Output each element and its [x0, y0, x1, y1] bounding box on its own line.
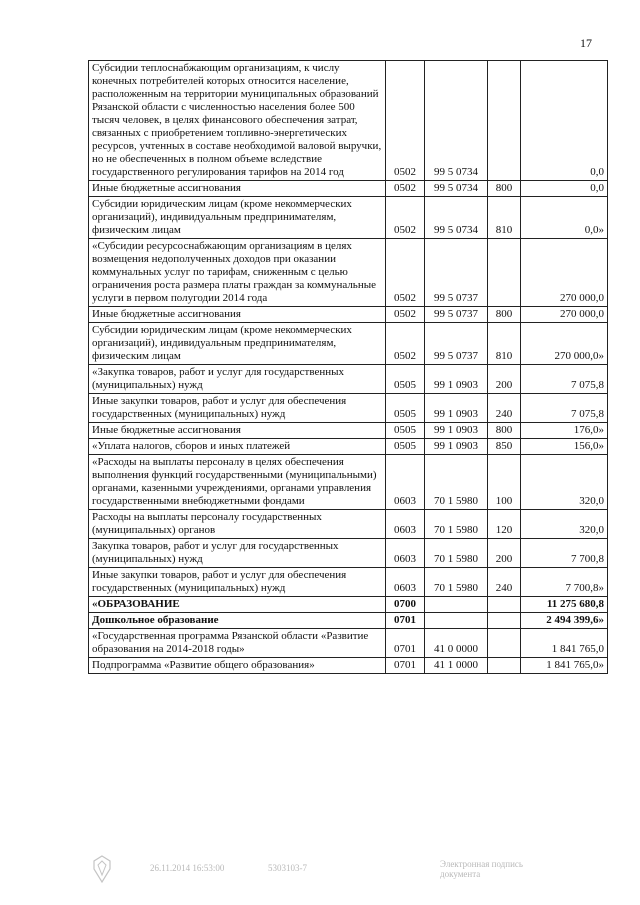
row-description: «Государственная программа Рязанской области «Развитие образования на 2014-2018 годы» [89, 629, 386, 658]
row-description: Дошкольное образование [89, 613, 386, 629]
row-expense-type: 850 [488, 439, 521, 455]
row-amount: 7 700,8 [521, 539, 608, 568]
row-amount: 0,0 [521, 181, 608, 197]
row-description: Иные бюджетные ассигнования [89, 181, 386, 197]
row-amount: 320,0 [521, 455, 608, 510]
row-expense-type: 800 [488, 423, 521, 439]
row-amount: 11 275 680,8 [521, 597, 608, 613]
row-amount: 7 075,8 [521, 365, 608, 394]
row-target-code: 99 5 0737 [425, 239, 488, 307]
row-description: Иные бюджетные ассигнования [89, 307, 386, 323]
row-target-code: 99 5 0734 [425, 197, 488, 239]
row-section-code: 0603 [386, 510, 425, 539]
row-target-code: 99 5 0734 [425, 61, 488, 181]
row-amount: 2 494 399,6» [521, 613, 608, 629]
row-target-code: 99 5 0734 [425, 181, 488, 197]
table-row [89, 239, 608, 307]
row-amount: 176,0» [521, 423, 608, 439]
table-row [89, 597, 608, 613]
row-description: «Субсидии ресурсоснабжающим организациям в целях возмещения недополученных доходов при оказании коммунальных услуг по тарифам, сниженным с целью ограничения роста размера платы граждан за коммунальные услуги в первом полугодии 2014 года [89, 239, 386, 307]
row-description: Закупка товаров, работ и услуг для государственных (муниципальных) нужд [89, 539, 386, 568]
row-section-code: 0505 [386, 439, 425, 455]
row-target-code: 99 5 0737 [425, 323, 488, 365]
table-row [89, 197, 608, 239]
row-target-code: 99 1 0903 [425, 423, 488, 439]
row-description: Субсидии теплоснабжающим организациям, к числу конечных потребителей которых относится население, расположенным на территории муниципальных образований Рязанской области с численностью населения более 500 тысяч человек, в целях финансового обеспечения затрат, связанных с приобретением топливно-энергетических ресурсов, учтенных в составе необходимой валовой выручки, но не обеспеченных в полном объеме вследствие государственного регулирования тарифов на 2014 год [89, 61, 386, 181]
row-target-code: 41 1 0000 [425, 658, 488, 674]
row-expense-type: 810 [488, 197, 521, 239]
table-row [89, 439, 608, 455]
row-description: «ОБРАЗОВАНИЕ [89, 597, 386, 613]
row-expense-type: 240 [488, 394, 521, 423]
row-expense-type: 240 [488, 568, 521, 597]
row-expense-type: 100 [488, 455, 521, 510]
row-amount: 0,0» [521, 197, 608, 239]
row-amount: 1 841 765,0» [521, 658, 608, 674]
row-target-code: 99 1 0903 [425, 439, 488, 455]
table-row [89, 307, 608, 323]
row-expense-type [488, 613, 521, 629]
footer-note: Электронная подпись документа [440, 859, 523, 879]
row-section-code: 0603 [386, 568, 425, 597]
row-description: «Закупка товаров, работ и услуг для государственных (муниципальных) нужд [89, 365, 386, 394]
row-expense-type: 200 [488, 539, 521, 568]
row-amount: 7 075,8 [521, 394, 608, 423]
row-expense-type [488, 629, 521, 658]
row-amount: 270 000,0 [521, 239, 608, 307]
table-row [89, 455, 608, 510]
row-description: «Уплата налогов, сборов и иных платежей [89, 439, 386, 455]
budget-table-body [89, 61, 608, 674]
row-description: Расходы на выплаты персоналу государственных (муниципальных) органов [89, 510, 386, 539]
row-amount: 156,0» [521, 439, 608, 455]
row-expense-type: 810 [488, 323, 521, 365]
table-row [89, 658, 608, 674]
row-target-code: 41 0 0000 [425, 629, 488, 658]
row-target-code: 70 1 5980 [425, 455, 488, 510]
row-target-code: 99 1 0903 [425, 365, 488, 394]
row-description: Иные закупки товаров, работ и услуг для обеспечения государственных (муниципальных) нужд [89, 394, 386, 423]
row-section-code: 0603 [386, 455, 425, 510]
row-section-code: 0502 [386, 181, 425, 197]
table-row [89, 568, 608, 597]
row-section-code: 0505 [386, 423, 425, 439]
row-expense-type: 200 [488, 365, 521, 394]
row-target-code: 70 1 5980 [425, 539, 488, 568]
row-amount: 270 000,0» [521, 323, 608, 365]
row-section-code: 0505 [386, 365, 425, 394]
row-section-code: 0701 [386, 658, 425, 674]
row-description: Подпрограмма «Развитие общего образования» [89, 658, 386, 674]
row-description: Субсидии юридическим лицам (кроме некоммерческих организаций), индивидуальным предпринимателям, физическим лицам [89, 197, 386, 239]
row-description: «Расходы на выплаты персоналу в целях обеспечения выполнения функций государственными (муниципальными) органами, казенными учреждениями, органами управления государственными внебюджетными фондами [89, 455, 386, 510]
row-section-code: 0502 [386, 197, 425, 239]
table-row [89, 629, 608, 658]
row-description: Иные закупки товаров, работ и услуг для обеспечения государственных (муниципальных) нужд [89, 568, 386, 597]
row-target-code: 99 5 0737 [425, 307, 488, 323]
row-section-code: 0502 [386, 307, 425, 323]
row-expense-type: 800 [488, 307, 521, 323]
budget-table [88, 60, 608, 674]
row-section-code: 0502 [386, 239, 425, 307]
row-target-code: 99 1 0903 [425, 394, 488, 423]
row-expense-type [488, 658, 521, 674]
row-section-code: 0603 [386, 539, 425, 568]
table-row [89, 394, 608, 423]
row-expense-type: 800 [488, 181, 521, 197]
row-section-code: 0701 [386, 613, 425, 629]
row-amount: 320,0 [521, 510, 608, 539]
row-amount: 1 841 765,0 [521, 629, 608, 658]
table-row [89, 510, 608, 539]
page-number: 17 [580, 36, 592, 50]
table-row [89, 365, 608, 394]
row-expense-type [488, 597, 521, 613]
table-row [89, 181, 608, 197]
row-amount: 0,0 [521, 61, 608, 181]
table-row [89, 423, 608, 439]
footer-date: 26.11.2014 16:53:00 [150, 863, 225, 873]
row-expense-type [488, 61, 521, 181]
row-amount: 7 700,8» [521, 568, 608, 597]
row-description: Субсидии юридическим лицам (кроме некоммерческих организаций), индивидуальным предпринимателям, физическим лицам [89, 323, 386, 365]
row-description: Иные бюджетные ассигнования [89, 423, 386, 439]
table-row [89, 323, 608, 365]
row-section-code: 0701 [386, 629, 425, 658]
row-section-code: 0502 [386, 61, 425, 181]
row-target-code [425, 597, 488, 613]
table-row [89, 539, 608, 568]
row-target-code: 70 1 5980 [425, 510, 488, 539]
row-expense-type [488, 239, 521, 307]
row-target-code: 70 1 5980 [425, 568, 488, 597]
table-row [89, 613, 608, 629]
row-section-code: 0502 [386, 323, 425, 365]
row-target-code [425, 613, 488, 629]
seal-icon [90, 855, 114, 883]
row-amount: 270 000,0 [521, 307, 608, 323]
table-row [89, 61, 608, 181]
footer-code: 5303103-7 [268, 863, 307, 873]
row-section-code: 0700 [386, 597, 425, 613]
page-footer [88, 855, 608, 885]
row-expense-type: 120 [488, 510, 521, 539]
row-section-code: 0505 [386, 394, 425, 423]
